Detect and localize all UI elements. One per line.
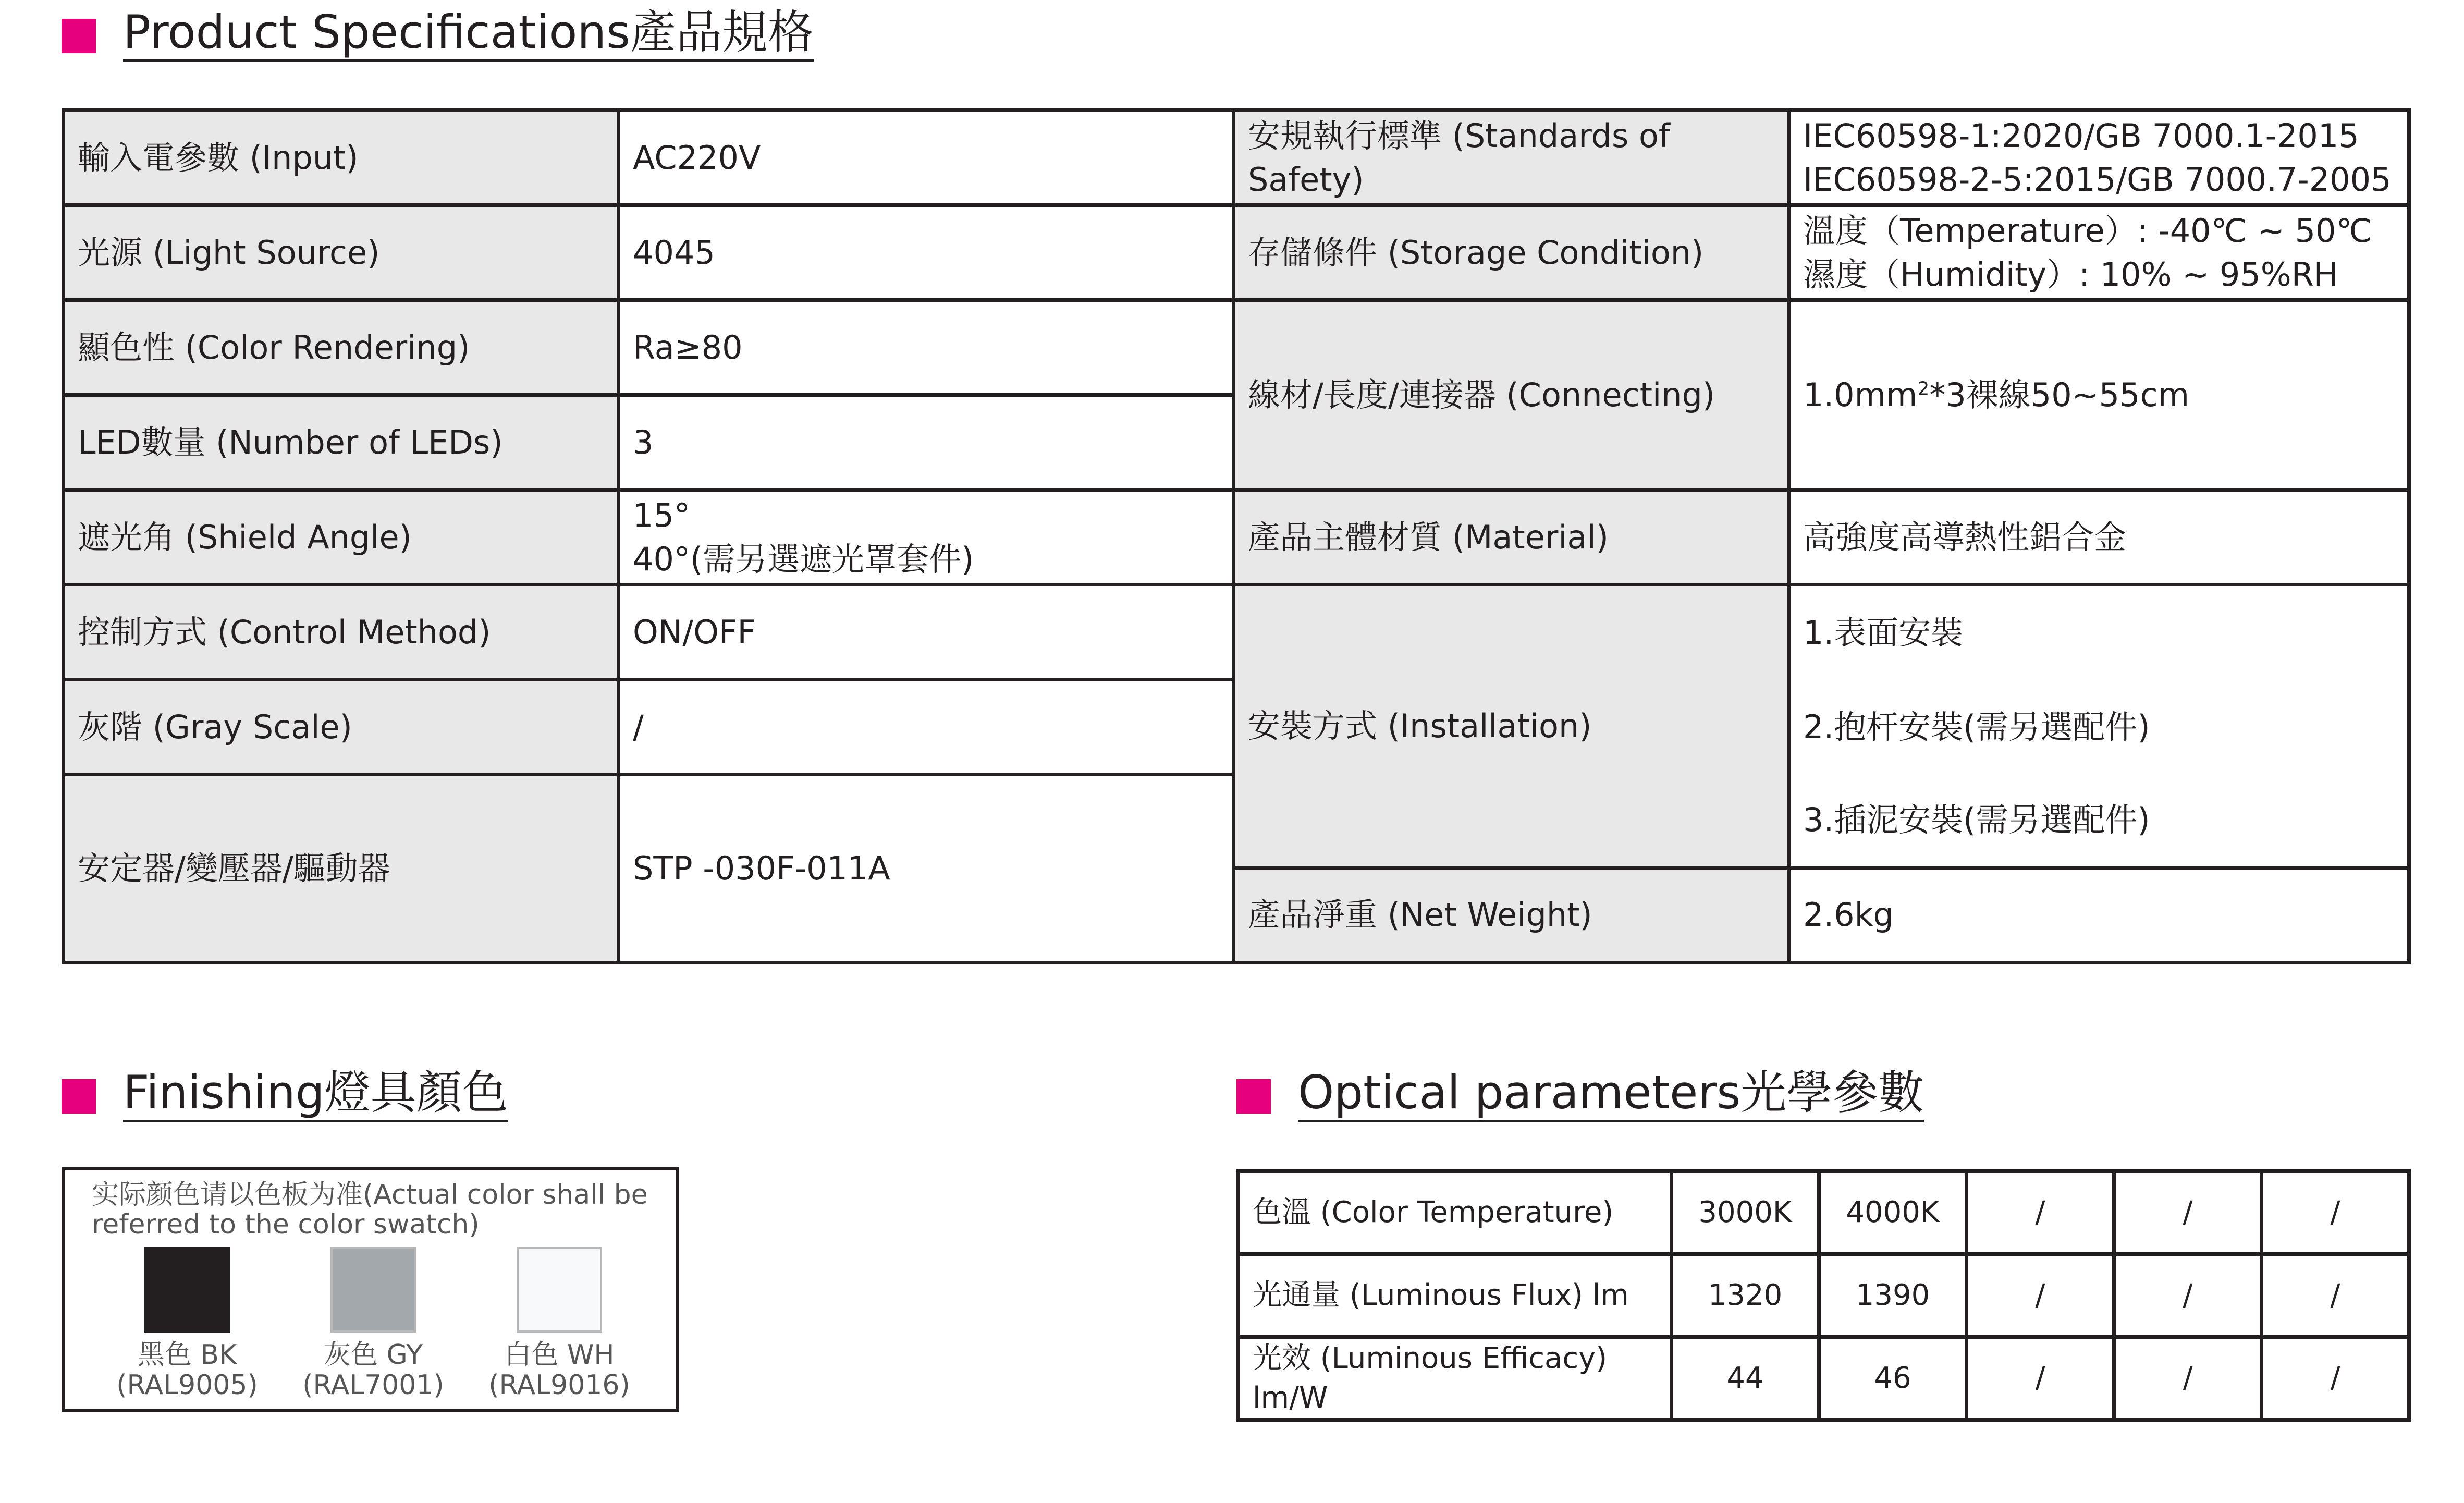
spec-label: 控制方式 (Control Method) [64, 585, 619, 680]
spec-value: Ra≥80 [619, 300, 1234, 395]
spec-label: 存儲條件 (Storage Condition) [1234, 205, 1789, 300]
optical-value: 46 [1819, 1337, 1967, 1420]
swatch-code: (RAL9005) [116, 1370, 258, 1401]
spec-label: 灰階 (Gray Scale) [64, 680, 619, 775]
specs-heading: Product Specifications產品規格 [123, 9, 814, 62]
optical-value: / [2262, 1337, 2409, 1420]
finishing-box [62, 1167, 679, 1412]
section-bullet-icon [62, 1079, 96, 1114]
table-row [1239, 1171, 2409, 1254]
optical-value: / [2114, 1337, 2262, 1420]
section-bullet-icon [62, 19, 96, 53]
spec-label: 顯色性 (Color Rendering) [64, 300, 619, 395]
optical-value: / [1967, 1337, 2114, 1420]
spec-value: 1.表面安裝 [1789, 585, 2409, 680]
swatch-name: 白色 WH [504, 1339, 615, 1371]
table-row [64, 205, 2409, 300]
optical-value: / [2262, 1171, 2409, 1254]
spec-value [619, 490, 1234, 585]
swatch-black [101, 1247, 273, 1400]
color-swatch [330, 1247, 416, 1333]
spec-label: 安裝方式 (Installation) [1234, 585, 1789, 868]
table-row [1239, 1337, 2409, 1420]
spec-value: 4045 [619, 205, 1234, 300]
color-swatch [144, 1247, 230, 1333]
specs-section-header [62, 5, 814, 62]
finishing-heading: Finishing燈具顏色 [123, 1070, 508, 1122]
optical-value: 44 [1672, 1337, 1819, 1420]
spec-value: 3 [619, 395, 1234, 490]
optical-table [1236, 1169, 2411, 1422]
optical-value: / [1967, 1254, 2114, 1337]
swatch-gray [287, 1247, 459, 1400]
spec-value: 2.抱杆安裝(需另選配件) [1789, 680, 2409, 775]
optical-value: 1320 [1672, 1254, 1819, 1337]
optical-value: 1390 [1819, 1254, 1967, 1337]
color-swatch [517, 1247, 602, 1333]
color-note: 实际颜色请以色板为准(Actual color shall be referred to the color swatch) [92, 1179, 648, 1241]
optical-label: 光通量 (Luminous Flux) lm [1239, 1254, 1672, 1337]
optical-value: / [1967, 1171, 2114, 1254]
spec-value-text: 1.0mm [1803, 375, 1918, 414]
optical-label: 色溫 (Color Temperature) [1239, 1171, 1672, 1254]
table-row [64, 585, 2409, 680]
section-bullet-icon [1236, 1079, 1271, 1114]
table-row [64, 111, 2409, 205]
spec-label: 產品淨重 (Net Weight) [1234, 867, 1789, 962]
spec-value: ON/OFF [619, 585, 1234, 680]
superscript: 2 [1917, 378, 1930, 399]
spec-value-line: 15° [633, 496, 690, 534]
table-row [64, 300, 2409, 395]
spec-value [1789, 205, 2409, 300]
spec-value [1789, 111, 2409, 205]
spec-value [1789, 300, 2409, 490]
swatch-code: (RAL7001) [302, 1370, 444, 1401]
table-row [1239, 1254, 2409, 1337]
optical-label: 光效 (Luminous Efficacy) lm/W [1239, 1337, 1672, 1420]
spec-label: 線材/長度/連接器 (Connecting) [1234, 300, 1789, 490]
spec-value-line: 溫度（Temperature）: -40℃ ~ 50℃ [1803, 211, 2373, 250]
spec-label: 光源 (Light Source) [64, 205, 619, 300]
optical-value: / [2114, 1254, 2262, 1337]
optical-section-header [1236, 1066, 1924, 1122]
spec-value: STP -030F-011A [619, 775, 1234, 963]
spec-value: 2.6kg [1789, 867, 2409, 962]
spec-value-line: 濕度（Humidity）: 10% ~ 95%RH [1803, 255, 2338, 294]
spec-label: 遮光角 (Shield Angle) [64, 490, 619, 585]
table-row [64, 490, 2409, 585]
finishing-section-header [62, 1066, 508, 1122]
optical-value: 3000K [1672, 1171, 1819, 1254]
swatch-white [473, 1247, 645, 1400]
optical-value: / [2114, 1171, 2262, 1254]
swatch-code: (RAL9016) [488, 1370, 630, 1401]
spec-value: 高強度高導熱性鋁合金 [1789, 490, 2409, 585]
spec-label: 安定器/變壓器/驅動器 [64, 775, 619, 963]
spec-value-line: IEC60598-1:2020/GB 7000.1-2015 [1803, 116, 2359, 155]
spec-label: 輸入電參數 (Input) [64, 111, 619, 205]
spec-value-text: *3裸線50~55cm [1929, 375, 2189, 414]
optical-value: / [2262, 1254, 2409, 1337]
specs-table [62, 108, 2411, 964]
spec-label: 產品主體材質 (Material) [1234, 490, 1789, 585]
spec-value-line: IEC60598-2-5:2015/GB 7000.7-2005 [1803, 160, 2392, 199]
spec-label: LED數量 (Number of LEDs) [64, 395, 619, 490]
optical-value: 4000K [1819, 1171, 1967, 1254]
spec-value-line: 40°(需另選遮光罩套件) [633, 540, 974, 578]
spec-value: / [619, 680, 1234, 775]
swatch-name: 灰色 GY [324, 1339, 423, 1371]
spec-value: 3.插泥安裝(需另選配件) [1789, 775, 2409, 868]
spec-label: 安規執行標準 (Standards of Safety) [1234, 111, 1789, 205]
spec-value: AC220V [619, 111, 1234, 205]
optical-heading: Optical parameters光學參數 [1298, 1070, 1924, 1122]
swatch-name: 黑色 BK [137, 1339, 237, 1371]
